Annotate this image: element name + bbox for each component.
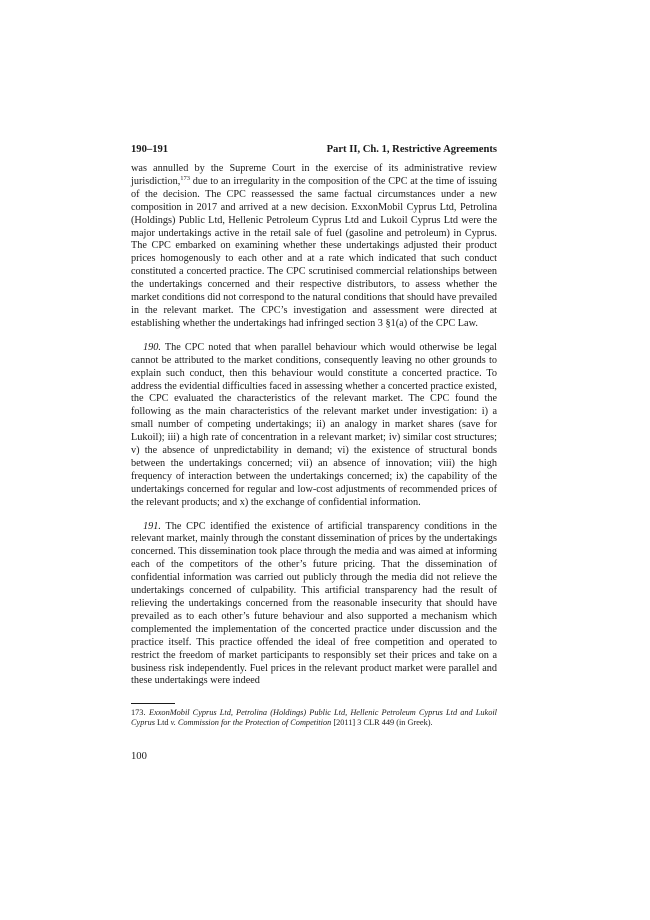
paragraph-continued — [131, 163, 497, 331]
section-range: 190–191 — [131, 144, 169, 155]
body-text — [131, 163, 497, 688]
footnote-divider — [131, 703, 175, 704]
footnote-versus-party: v. Commission for the Protection of Competition — [170, 718, 332, 728]
footnote-parties: ExxonMobil Cyprus Ltd, Petrolina (Holdings) Public Ltd, Hellenic Petroleum Cyprus Ltd and Lukoil Cyprus — [131, 708, 497, 728]
paragraph-number: 190. — [143, 341, 161, 353]
page-number: 100 — [131, 751, 147, 762]
paragraph-190 — [131, 342, 497, 510]
paragraph-number: 191. — [143, 520, 161, 532]
paragraph-text: was annulled by the Supreme Court in the exercise of its administrative review jurisdiction, — [131, 163, 497, 187]
chapter-title: Part II, Ch. 1, Restrictive Agreements — [326, 144, 497, 155]
paragraph-191 — [131, 521, 497, 689]
footnote-number: 173. — [131, 708, 146, 717]
footnote-reference: 173 — [180, 174, 191, 182]
footnote-173 — [131, 708, 497, 729]
running-head — [131, 143, 497, 157]
paragraph-text: The CPC identified the existence of artificial transparency conditions in the relevant market, mainly through the constant dissemination of prices by the undertakings concerned. This dissemination took place through the media and was aimed at informing each of the competitors of the other’s future pricing. That the dissemination of confidential information was carried out publicly through the media did not relieve the undertakings concerned of culpability. This artificial transparency had the result of relieving the undertakings concerned from the reasonable insecurity that should have prevailed as to each other’s future behaviour and also supported a mechanism which complemented the implementation of the concerted practice under discussion and the practice itself. This practice offended the ideal of free competition and operated to restrict the freedom of market participants to responsibly set their prices and take on a business risk independently. Fuel prices in the relevant product market were parallel and these undertakings were indeed — [131, 520, 497, 687]
footnote-ltd: Ltd — [154, 718, 171, 728]
paragraph-text: due to an irregularity in the composition of the CPC at the time of issuing of the decision. The CPC reassessed the same factual circumstances under a new composition in 2017 and arrived at a new decision. ExxonMobil Cyprus Ltd, Petrolina (Holdings) Public Ltd, Hellenic Petroleum Cyprus Ltd and Lukoil Cyprus Ltd were the major undertakings active in the retail sale of fuel (gasoline and petroleum) in Cyprus. The CPC embarked on examining whether these undertakings adjusted their product prices homogenously to each other and at a rate which indicated that such conduct constituted a concerted practice. The CPC scrutinised commercial relationships between the undertakings concerned and their respective distributors, to assess whether the market conditions did not correspond to the natural conditions that should have prevailed in the relevant market. The CPC’s investigation and assessment were directed at establishing whether the undertakings had infringed section 3 §1(a) of the CPC Law. — [131, 175, 497, 329]
paragraph-text: The CPC noted that when parallel behaviour which would otherwise be legal cannot be attributed to the market conditions, consequently leaving no other grounds to explain such conduct, then this behaviour would constitute a concerted practice. To address the evidential difficulties faced in assessing whether a concerted practice existed, the CPC evaluated the characteristics of the relevant market. The CPC found the following as the main characteristics of the relevant market under investigation: i) a small number of competing undertakings; ii) an analogy in market shares (save for Lukoil); iii) a high rate of concentration in a relevant market; iv) similar cost structures; v) the absence of unpredictability in demand; vi) the existence of structural bonds between the undertakings concerned; vii) an absence of innovation; viii) the high frequency of interaction between the undertakings concerned; ix) the capability of the undertakings concerned for regular and low-cost adjustments of recommended prices of the relevant products; and x) the exchange of confidential information. — [131, 341, 497, 508]
footnote-citation: [2011] 3 CLR 449 (in Greek). — [331, 718, 433, 728]
